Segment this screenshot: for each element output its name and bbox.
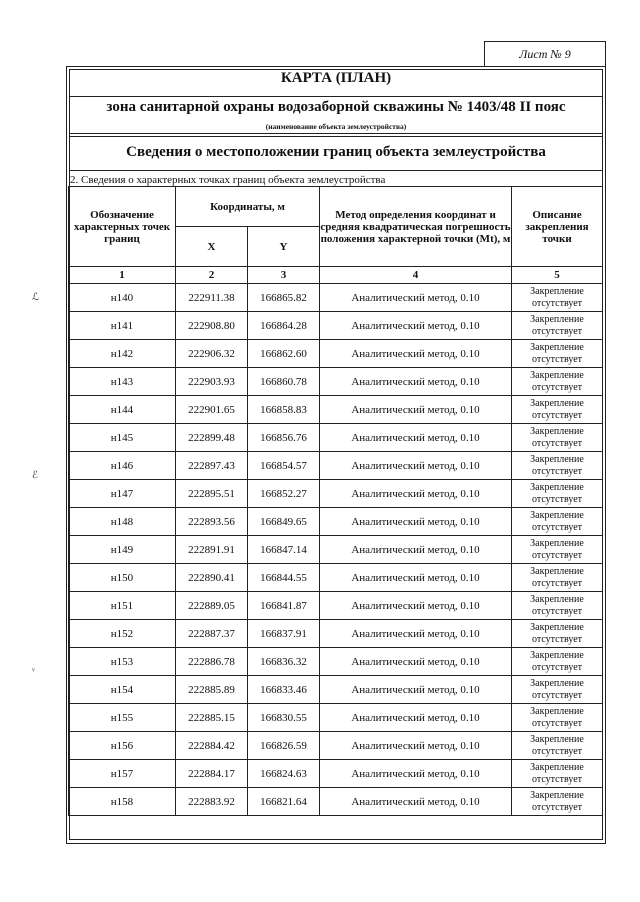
- column-number: 2: [176, 267, 248, 284]
- method-cell: Аналитический метод, 0.10: [320, 368, 512, 396]
- table-row: [69, 508, 603, 536]
- method-cell: Аналитический метод, 0.10: [320, 648, 512, 676]
- point-name-cell: н141: [69, 312, 176, 340]
- point-name-cell: н152: [69, 620, 176, 648]
- coord-x-cell: 222895.51: [176, 480, 248, 508]
- sheet-number-label: Лист № 9: [484, 41, 606, 67]
- coord-x-cell: 222890.41: [176, 564, 248, 592]
- table-row: [69, 284, 603, 312]
- description-cell: Закрепление отсутствует: [512, 340, 603, 368]
- table-row: [69, 648, 603, 676]
- table-row: [69, 788, 603, 816]
- method-cell: Аналитический метод, 0.10: [320, 536, 512, 564]
- coord-y-cell: 166826.59: [248, 732, 320, 760]
- point-name-cell: н150: [69, 564, 176, 592]
- divider: [69, 170, 603, 171]
- description-cell: Закрепление отсутствует: [512, 704, 603, 732]
- table-row: [69, 396, 603, 424]
- points-table-body: [69, 284, 603, 816]
- method-cell: Аналитический метод, 0.10: [320, 340, 512, 368]
- table-row: [69, 592, 603, 620]
- coord-x-cell: 222884.17: [176, 760, 248, 788]
- table-row: [69, 340, 603, 368]
- table-row: [69, 480, 603, 508]
- coord-x-cell: 222893.56: [176, 508, 248, 536]
- point-name-cell: н153: [69, 648, 176, 676]
- coord-y-cell: 166847.14: [248, 536, 320, 564]
- method-cell: Аналитический метод, 0.10: [320, 508, 512, 536]
- point-name-cell: н143: [69, 368, 176, 396]
- margin-mark: ᵛ: [32, 666, 35, 677]
- method-cell: Аналитический метод, 0.10: [320, 452, 512, 480]
- table-row: [69, 760, 603, 788]
- coord-y-cell: 166836.32: [248, 648, 320, 676]
- point-name-cell: н149: [69, 536, 176, 564]
- description-cell: Закрепление отсутствует: [512, 396, 603, 424]
- coord-x-cell: 222884.42: [176, 732, 248, 760]
- coord-y-cell: 166837.91: [248, 620, 320, 648]
- method-cell: Аналитический метод, 0.10: [320, 676, 512, 704]
- coord-x-cell: 222887.37: [176, 620, 248, 648]
- header-x: X: [176, 227, 248, 267]
- description-cell: Закрепление отсутствует: [512, 536, 603, 564]
- points-table: [68, 186, 603, 816]
- coord-x-cell: 222897.43: [176, 452, 248, 480]
- column-number: 1: [69, 267, 176, 284]
- coord-y-cell: 166860.78: [248, 368, 320, 396]
- coord-y-cell: 166841.87: [248, 592, 320, 620]
- column-number: 5: [512, 267, 603, 284]
- description-cell: Закрепление отсутствует: [512, 480, 603, 508]
- description-cell: Закрепление отсутствует: [512, 676, 603, 704]
- description-cell: Закрепление отсутствует: [512, 312, 603, 340]
- method-cell: Аналитический метод, 0.10: [320, 788, 512, 816]
- coord-y-cell: 166862.60: [248, 340, 320, 368]
- method-cell: Аналитический метод, 0.10: [320, 424, 512, 452]
- method-cell: Аналитический метод, 0.10: [320, 284, 512, 312]
- header-y: Y: [248, 227, 320, 267]
- method-cell: Аналитический метод, 0.10: [320, 704, 512, 732]
- point-name-cell: н142: [69, 340, 176, 368]
- method-cell: Аналитический метод, 0.10: [320, 760, 512, 788]
- method-cell: Аналитический метод, 0.10: [320, 480, 512, 508]
- table-row: [69, 368, 603, 396]
- description-cell: Закрепление отсутствует: [512, 788, 603, 816]
- coord-x-cell: 222906.32: [176, 340, 248, 368]
- coord-y-cell: 166849.65: [248, 508, 320, 536]
- coord-y-cell: 166833.46: [248, 676, 320, 704]
- description-cell: Закрепление отсутствует: [512, 732, 603, 760]
- column-number: 4: [320, 267, 512, 284]
- header-description: Описание закрепления точки: [512, 187, 603, 267]
- coord-y-cell: 166821.64: [248, 788, 320, 816]
- point-name-cell: н156: [69, 732, 176, 760]
- table-row: [69, 312, 603, 340]
- coord-x-cell: 222908.80: [176, 312, 248, 340]
- point-name-cell: н151: [69, 592, 176, 620]
- map-subtitle: зона санитарной охраны водозаборной скважины № 1403/48 II пояс: [106, 99, 566, 115]
- point-name-cell: н157: [69, 760, 176, 788]
- description-cell: Закрепление отсутствует: [512, 620, 603, 648]
- description-cell: Закрепление отсутствует: [512, 760, 603, 788]
- point-name-cell: н140: [69, 284, 176, 312]
- coord-y-cell: 166830.55: [248, 704, 320, 732]
- section-title: Сведения о местоположении границ объекта землеустройства: [126, 144, 546, 160]
- description-cell: Закрепление отсутствует: [512, 452, 603, 480]
- method-cell: Аналитический метод, 0.10: [320, 592, 512, 620]
- coord-x-cell: 222885.15: [176, 704, 248, 732]
- description-cell: Закрепление отсутствует: [512, 592, 603, 620]
- point-name-cell: н145: [69, 424, 176, 452]
- method-cell: Аналитический метод, 0.10: [320, 620, 512, 648]
- point-name-cell: н147: [69, 480, 176, 508]
- method-cell: Аналитический метод, 0.10: [320, 732, 512, 760]
- coord-x-cell: 222899.48: [176, 424, 248, 452]
- coord-x-cell: 222883.92: [176, 788, 248, 816]
- point-name-cell: н154: [69, 676, 176, 704]
- coord-y-cell: 166864.28: [248, 312, 320, 340]
- method-cell: Аналитический метод, 0.10: [320, 396, 512, 424]
- method-cell: Аналитический метод, 0.10: [320, 312, 512, 340]
- table-row: [69, 704, 603, 732]
- header-method: Метод определения координат и средняя квадратическая погрешность положения характерной точки (Mt), м: [320, 187, 512, 267]
- point-name-cell: н144: [69, 396, 176, 424]
- column-number: 3: [248, 267, 320, 284]
- point-name-cell: н148: [69, 508, 176, 536]
- table-row: [69, 536, 603, 564]
- subtitle-note: (наименование объекта землеустройства): [265, 122, 407, 131]
- table-row: [69, 564, 603, 592]
- map-title: КАРТА (ПЛАН): [280, 70, 392, 86]
- coord-y-cell: 166844.55: [248, 564, 320, 592]
- coord-x-cell: 222903.93: [176, 368, 248, 396]
- description-cell: Закрепление отсутствует: [512, 368, 603, 396]
- point-name-cell: н158: [69, 788, 176, 816]
- coord-x-cell: 222889.05: [176, 592, 248, 620]
- header-coordinates: Координаты, м: [176, 187, 320, 227]
- description-cell: Закрепление отсутствует: [512, 564, 603, 592]
- divider: [69, 96, 603, 97]
- description-cell: Закрепление отсутствует: [512, 424, 603, 452]
- coord-y-cell: 166858.83: [248, 396, 320, 424]
- coord-x-cell: 222901.65: [176, 396, 248, 424]
- coord-y-cell: 166865.82: [248, 284, 320, 312]
- description-cell: Закрепление отсутствует: [512, 508, 603, 536]
- table-label: 2. Сведения о характерных точках границ объекта землеустройства: [70, 174, 386, 186]
- coord-x-cell: 222891.91: [176, 536, 248, 564]
- margin-mark: ℰ: [32, 470, 39, 481]
- divider: [69, 136, 603, 137]
- method-cell: Аналитический метод, 0.10: [320, 564, 512, 592]
- table-row: [69, 676, 603, 704]
- divider: [69, 133, 603, 134]
- coord-x-cell: 222885.89: [176, 676, 248, 704]
- table-row: [69, 424, 603, 452]
- coord-y-cell: 166824.63: [248, 760, 320, 788]
- coord-y-cell: 166856.76: [248, 424, 320, 452]
- coord-x-cell: 222911.38: [176, 284, 248, 312]
- coord-y-cell: 166852.27: [248, 480, 320, 508]
- coord-y-cell: 166854.57: [248, 452, 320, 480]
- coord-x-cell: 222886.78: [176, 648, 248, 676]
- description-cell: Закрепление отсутствует: [512, 648, 603, 676]
- point-name-cell: н146: [69, 452, 176, 480]
- description-cell: Закрепление отсутствует: [512, 284, 603, 312]
- point-name-cell: н155: [69, 704, 176, 732]
- table-row: [69, 452, 603, 480]
- table-row: [69, 732, 603, 760]
- header-point-name: Обозначение характерных точек границ: [69, 187, 176, 267]
- table-row: [69, 620, 603, 648]
- margin-mark: ℒ: [32, 292, 40, 303]
